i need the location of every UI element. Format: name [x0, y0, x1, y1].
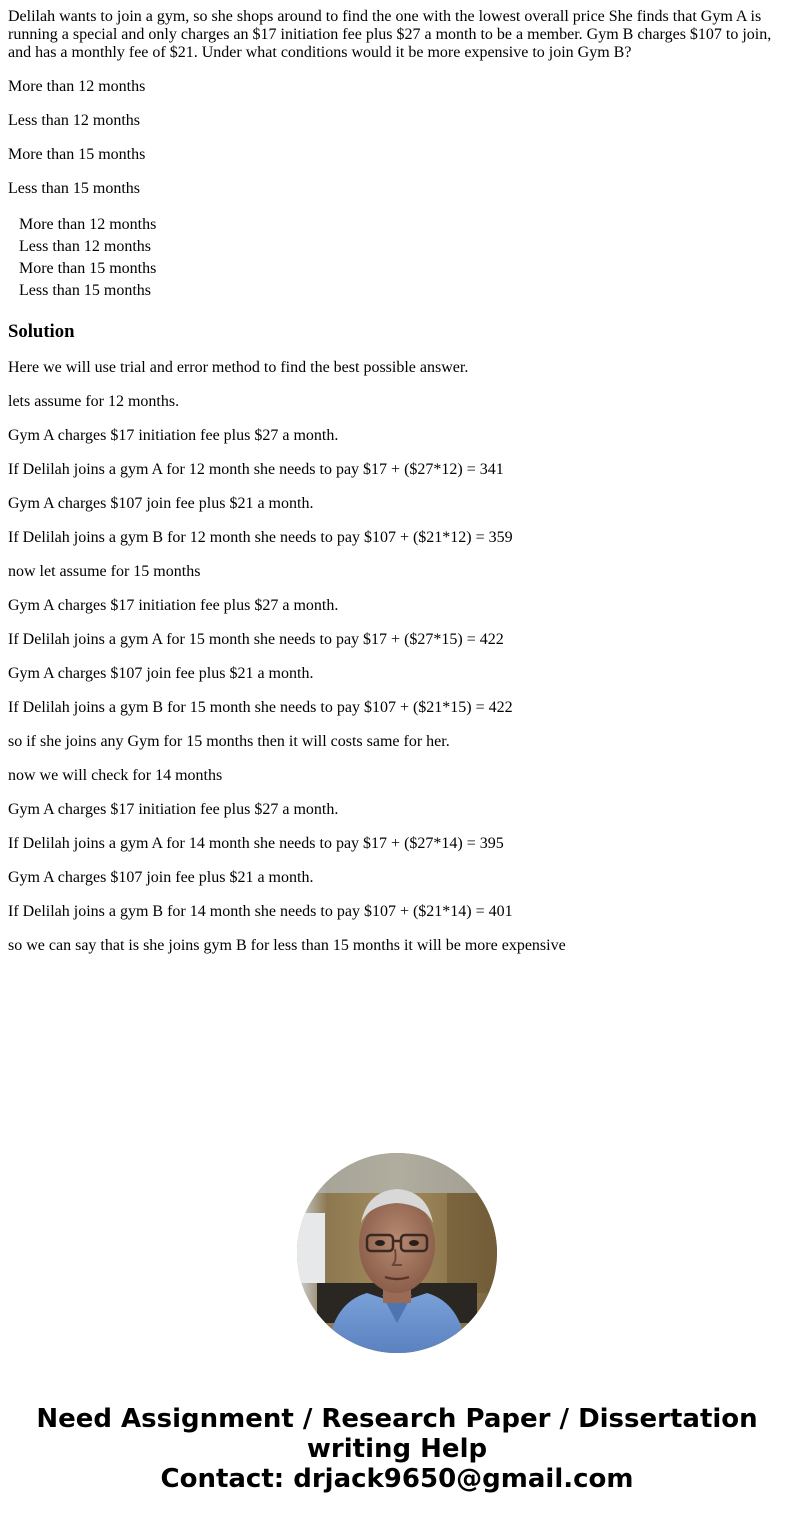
- answer-choice: Less than 15 months: [19, 282, 151, 299]
- solution-line: Gym A charges $17 initiation fee plus $27 a month.: [8, 801, 339, 818]
- author-portrait-image: [297, 1153, 497, 1353]
- solution-line: lets assume for 12 months.: [8, 393, 180, 410]
- solution-line: so we can say that is she joins gym B for less than 15 months it will be more expensive: [8, 937, 566, 954]
- document-body: [8, 8, 786, 971]
- option-paragraph: Less than 12 months: [8, 112, 140, 129]
- solution-line: so if she joins any Gym for 15 months then it will costs same for her.: [8, 733, 450, 750]
- footer-line: Need Assignment / Research Paper / Dissertation: [36, 1404, 758, 1434]
- answer-choice: Less than 12 months: [19, 238, 151, 255]
- solution-line: If Delilah joins a gym A for 14 month she needs to pay $17 + ($27*14) = 395: [8, 835, 504, 852]
- solution-line: now we will check for 14 months: [8, 767, 223, 784]
- footer-line: writing Help: [306, 1434, 488, 1464]
- answer-choice: More than 15 months: [19, 260, 157, 277]
- option-paragraph: More than 15 months: [8, 146, 146, 163]
- solution-line: Gym A charges $107 join fee plus $21 a month.: [8, 869, 314, 886]
- solution-line: If Delilah joins a gym B for 12 month she needs to pay $107 + ($21*12) = 359: [8, 529, 513, 546]
- contact-banner: [0, 1404, 794, 1494]
- solution-line: Gym A charges $17 initiation fee plus $27 a month.: [8, 427, 339, 444]
- solution-heading: Solution: [8, 321, 75, 342]
- solution-line: Gym A charges $17 initiation fee plus $27 a month.: [8, 597, 339, 614]
- option-paragraph: More than 12 months: [8, 78, 146, 95]
- question-text: Delilah wants to join a gym, so she shops around to find the one with the lowest overall price She finds that Gym A is running a special and only charges an $17 initiation fee plus $27 a month to be a member. Gym B charges $107 to join, and has a monthly fee of $21. Under what conditions would it be more expensive to join Gym B?: [8, 8, 772, 61]
- solution-line: Gym A charges $107 join fee plus $21 a month.: [8, 495, 314, 512]
- solution-line: If Delilah joins a gym B for 14 month she needs to pay $107 + ($21*14) = 401: [8, 903, 513, 920]
- solution-line: Here we will use trial and error method to find the best possible answer.: [8, 359, 469, 376]
- solution-line: If Delilah joins a gym A for 15 month she needs to pay $17 + ($27*15) = 422: [8, 631, 504, 648]
- footer-contact-email: Contact: drjack9650@gmail.com: [160, 1464, 634, 1494]
- option-paragraph: Less than 15 months: [8, 180, 140, 197]
- answer-choices-list: [8, 214, 786, 302]
- solution-line: now let assume for 15 months: [8, 563, 201, 580]
- solution-line: If Delilah joins a gym A for 12 month she needs to pay $17 + ($27*12) = 341: [8, 461, 504, 478]
- author-avatar: [297, 1153, 497, 1353]
- answer-choice: More than 12 months: [19, 216, 157, 233]
- solution-line: Gym A charges $107 join fee plus $21 a month.: [8, 665, 314, 682]
- solution-line: If Delilah joins a gym B for 15 month she needs to pay $107 + ($21*15) = 422: [8, 699, 513, 716]
